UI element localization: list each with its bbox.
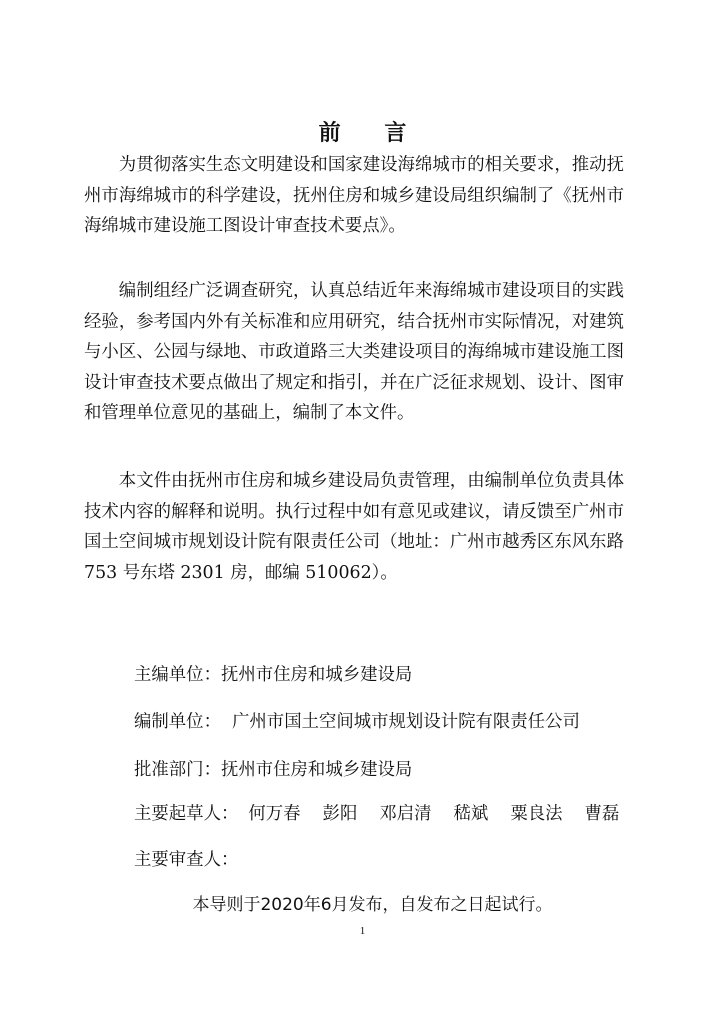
drafter-name: 粟良法 xyxy=(510,804,563,824)
drafter-name: 嵇斌 xyxy=(453,804,489,824)
compiling-unit-label: 编制单位： xyxy=(134,712,221,732)
page-number: 1 xyxy=(359,925,366,937)
main-reviewers-line xyxy=(134,848,238,872)
compiling-unit-line xyxy=(134,710,580,734)
main-drafters-line xyxy=(134,802,619,826)
page-title: 前 言 xyxy=(318,120,425,146)
approving-department-value: 抚州市住房和城乡建设局 xyxy=(220,760,413,780)
release-note: 本导则于2020年6月发布，自发布之日起试行。 xyxy=(192,895,553,915)
main-reviewers-label: 主要审查人： xyxy=(134,850,239,870)
drafter-name: 何万春 xyxy=(248,804,301,824)
approving-department-label: 批准部门： xyxy=(134,760,221,780)
preface-paragraph-1: 为贯彻落实生态文明建设和国家建设海绵城市的相关要求，推动抚州市海绵城市的科学建设，抚州住房和城乡建设局组织编制了《抚州市海绵城市建设施工图设计审查技术要点》。 xyxy=(84,155,624,236)
chief-editor-label: 主编单位： xyxy=(134,665,221,685)
main-drafters-label: 主要起草人： xyxy=(134,804,239,824)
drafter-name: 彭阳 xyxy=(322,804,358,824)
main-drafters-list xyxy=(238,802,619,826)
drafter-name: 邓启清 xyxy=(379,804,432,824)
compiling-unit-value: 广州市国土空间城市规划设计院有限责任公司 xyxy=(220,712,580,732)
preface-paragraph-2: 编制组经广泛调查研究，认真总结近年来海绵城市建设项目的实践经验，参考国内外有关标准和应用研究，结合抚州市实际情况，对建筑与小区、公园与绿地、市政道路三大类建设项目的海绵城市建设施工图设计审查技术要点做出了规定和指引，并在广泛征求规划、设计、图审和管理单位意见的基础上，编制了本文件。 xyxy=(84,281,624,423)
preface-paragraph-3: 本文件由抚州市住房和城乡建设局负责管理，由编制单位负责具体技术内容的解释和说明。执行过程中如有意见或建议，请反馈至广州市国土空间城市规划设计院有限责任公司（地址：广州市越秀区东风东路 753 号东塔 2301 房，邮编 510062）。 xyxy=(84,471,624,583)
chief-editor-line xyxy=(134,663,412,687)
chief-editor-value: 抚州市住房和城乡建设局 xyxy=(220,665,413,685)
drafter-name: 曹磊 xyxy=(584,804,620,824)
approving-department-line xyxy=(134,758,412,782)
